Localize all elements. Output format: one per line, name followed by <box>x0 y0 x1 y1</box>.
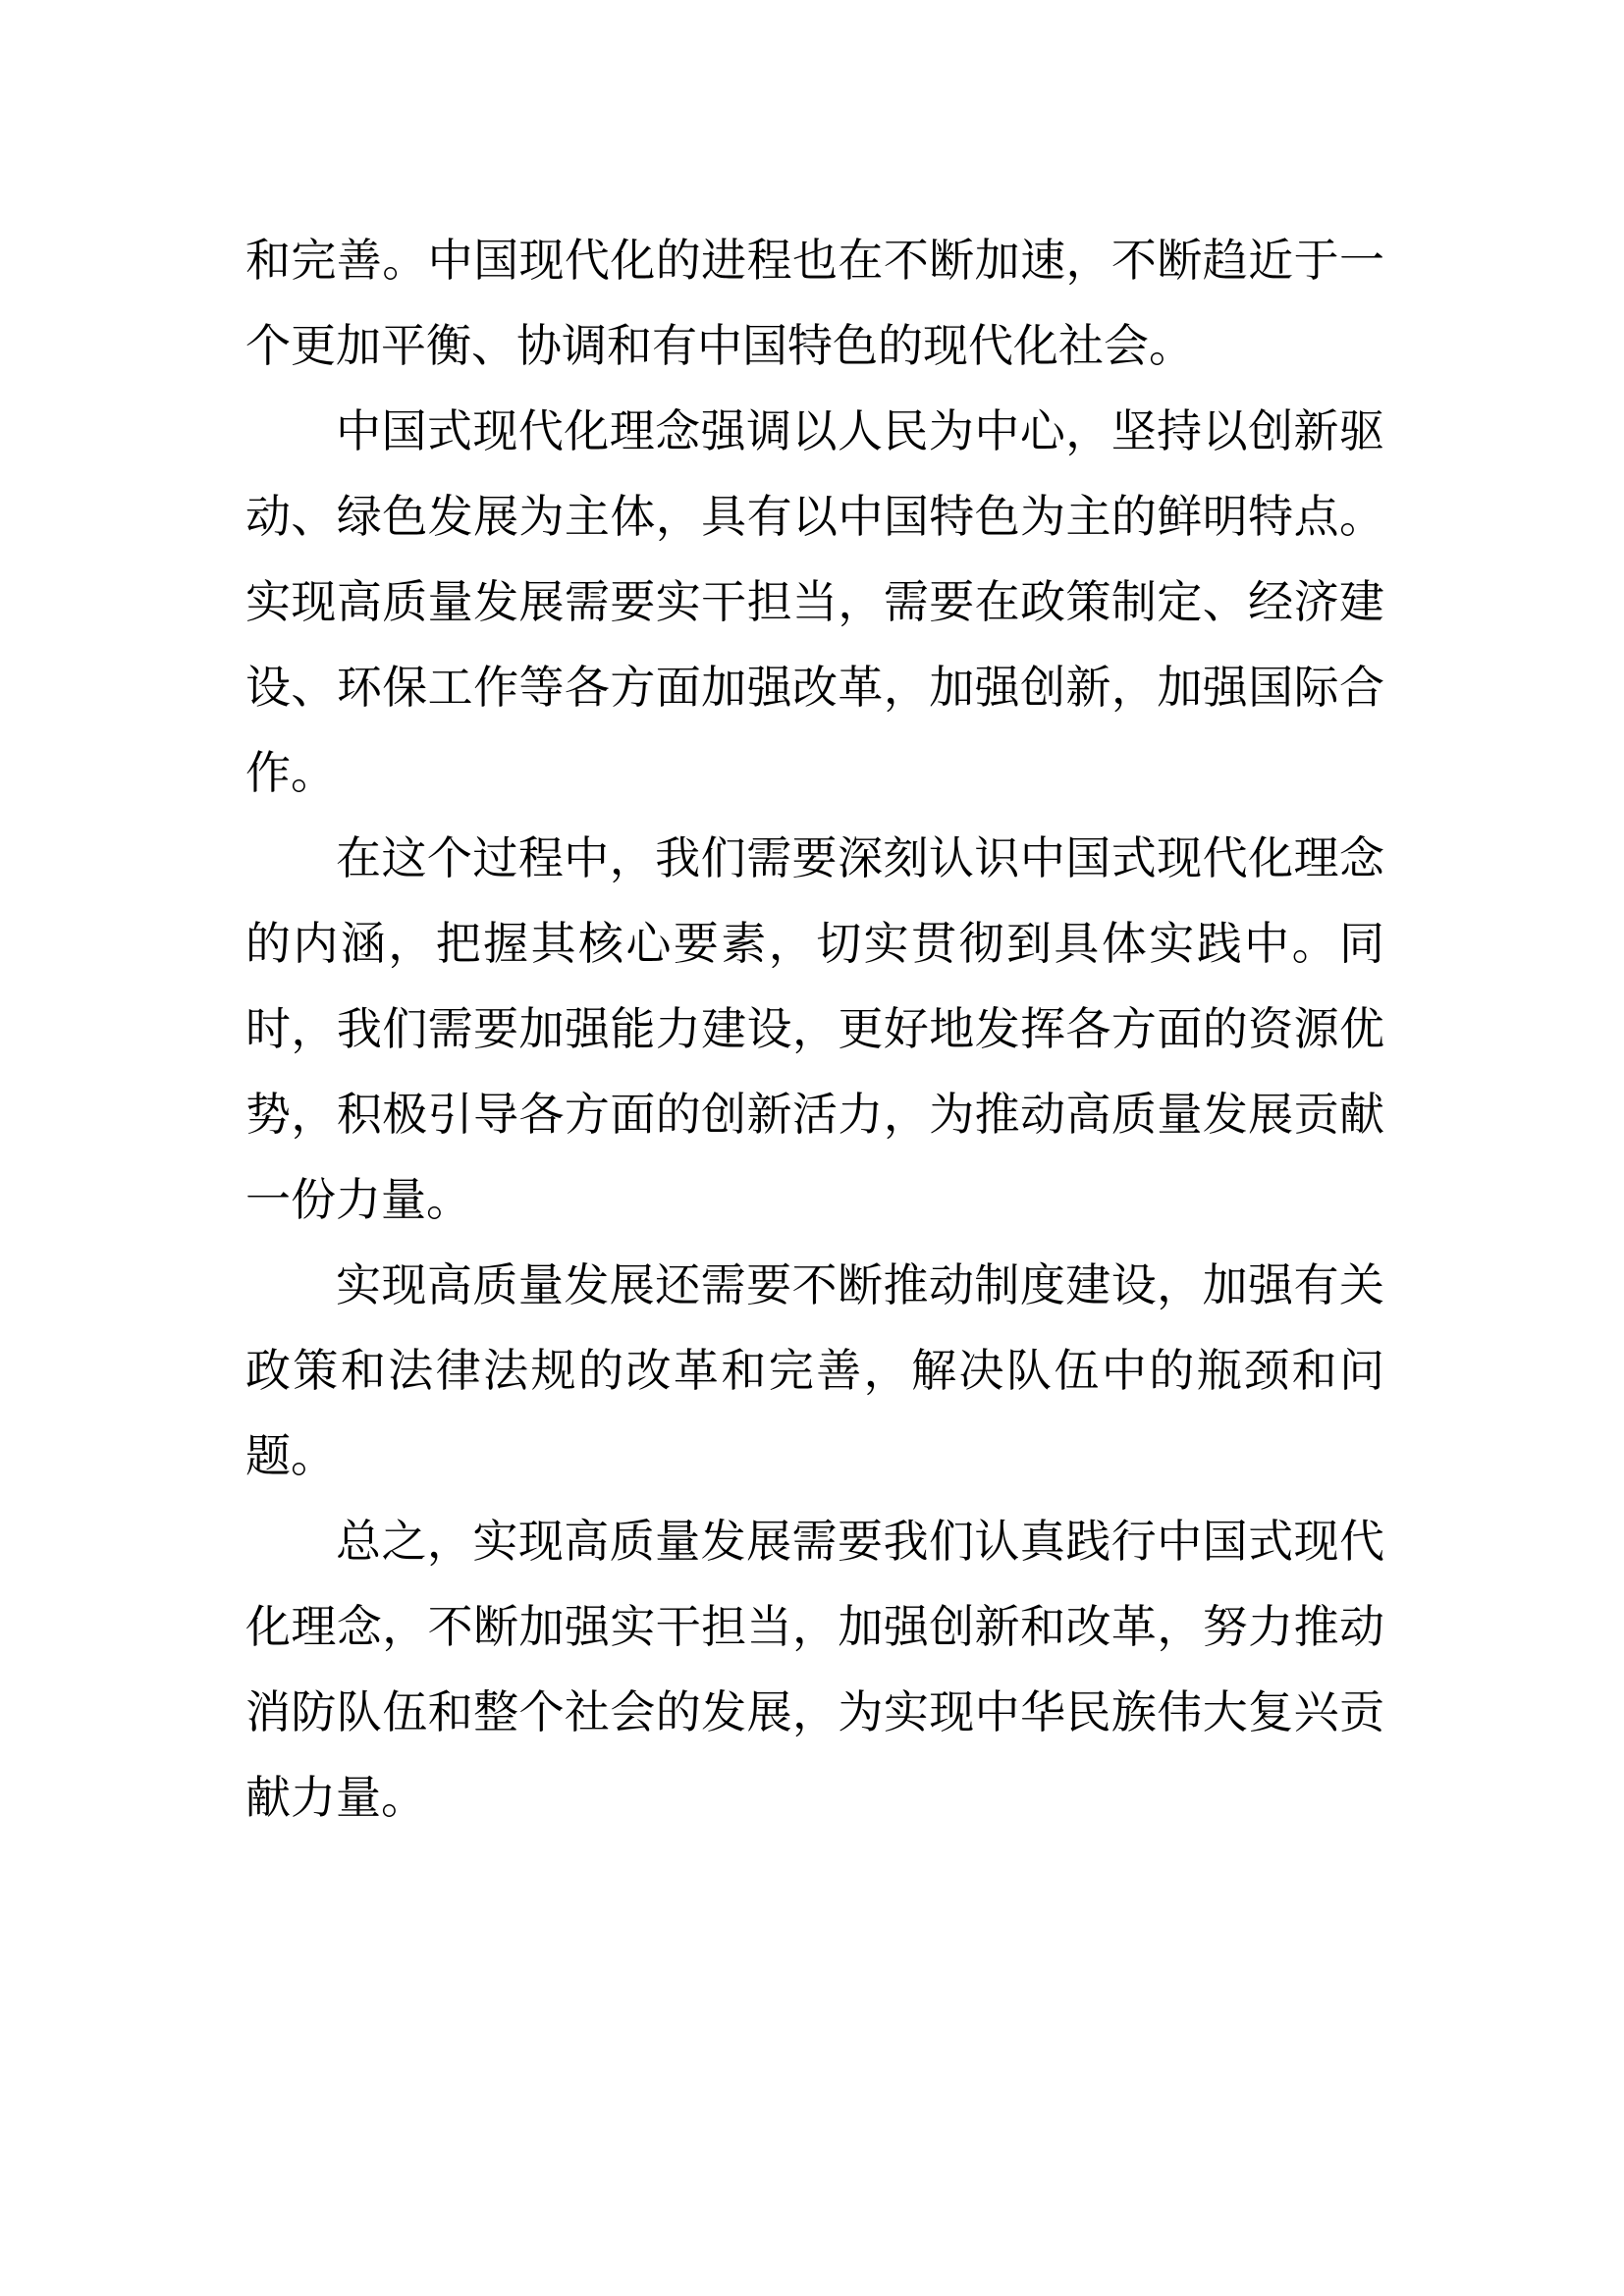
text-line: 和完善。中国现代化的进程也在不断加速，不断趋近于一 <box>245 234 1384 287</box>
text-line: 一份力量。 <box>245 1173 471 1226</box>
text-line: 总之，实现高质量发展需要我们认真践行中国式现代 <box>336 1515 1384 1568</box>
text-line: 实现高质量发展还需要不断推动制度建设，加强有关 <box>336 1258 1384 1311</box>
text-line: 献力量。 <box>245 1771 426 1824</box>
text-line: 在这个过程中，我们需要深刻认识中国式现代化理念 <box>336 831 1384 884</box>
paragraph <box>245 1499 1384 1841</box>
text-line: 时，我们需要加强能力建设，更好地发挥各方面的资源优 <box>245 1002 1384 1055</box>
paragraph <box>245 1243 1384 1499</box>
paragraph <box>245 389 1384 816</box>
text-line: 政策和法律法规的改革和完善，解决队伍中的瓶颈和问 <box>245 1344 1384 1397</box>
text-line: 势，积极引导各方面的创新活力，为推动高质量发展贡献 <box>245 1088 1384 1141</box>
text-line: 的内涵，把握其核心要素，切实贯彻到具体实践中。同 <box>245 917 1384 970</box>
paragraph <box>245 218 1384 389</box>
text-line: 个更加平衡、协调和有中国特色的现代化社会。 <box>245 319 1194 372</box>
text-line: 实现高质量发展需要实干担当，需要在政策制定、经济建 <box>245 575 1384 628</box>
text-line: 消防队伍和整个社会的发展，为实现中华民族伟大复兴贡 <box>245 1685 1384 1738</box>
text-line: 设、环保工作等各方面加强改革，加强创新，加强国际合 <box>245 661 1384 714</box>
text-line: 化理念，不断加强实干担当，加强创新和改革，努力推动 <box>245 1600 1384 1653</box>
document-body <box>245 218 1384 1841</box>
text-line: 题。 <box>245 1429 336 1482</box>
paragraph <box>245 816 1384 1243</box>
text-line: 动、绿色发展为主体，具有以中国特色为主的鲜明特点。 <box>245 490 1384 543</box>
text-line: 中国式现代化理念强调以人民为中心，坚持以创新驱 <box>336 404 1384 457</box>
text-line: 作。 <box>245 746 336 799</box>
